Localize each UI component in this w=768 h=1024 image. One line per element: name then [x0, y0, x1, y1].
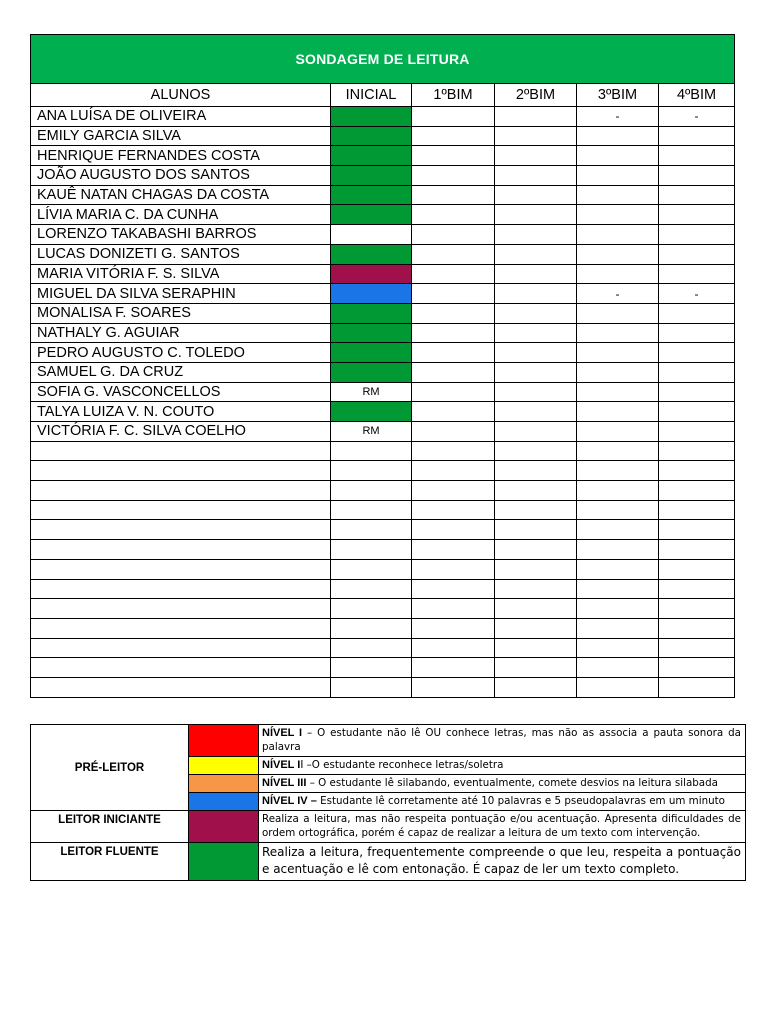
legend-leitor-fluente-label: LEITOR FLUENTE: [31, 843, 189, 881]
inicial-cell: [331, 441, 412, 461]
bim1-cell: [412, 638, 495, 658]
legend-leitor-iniciante-text: Realiza a leitura, mas não respeita pontuação e/ou acentuação. Apresenta dificuldades de ordem ortográfica, porém é capaz de realizar a leitura de um texto com intervenção.: [259, 811, 746, 843]
bim3-cell: [577, 343, 659, 363]
student-name: HENRIQUE FERNANDES COSTA: [31, 146, 331, 166]
table-row: [31, 599, 735, 619]
level-4-title: NÍVEL IV –: [262, 795, 317, 807]
bim2-cell: [495, 264, 577, 284]
inicial-cell: [331, 362, 412, 382]
bim3-cell: [577, 303, 659, 323]
table-row: [31, 677, 735, 697]
student-name: [31, 579, 331, 599]
bim3-cell: [577, 264, 659, 284]
inicial-cell: [331, 205, 412, 225]
bim4-cell: [659, 362, 735, 382]
level-3-text: – O estudante lê silabando, eventualmente, comete desvios na leitura silabada: [306, 777, 718, 789]
bim2-cell: [495, 146, 577, 166]
legend-swatch-wine: [189, 811, 259, 843]
student-name: MARIA VITÓRIA F. S. SILVA: [31, 264, 331, 284]
inicial-cell: [331, 559, 412, 579]
bim1-cell: [412, 520, 495, 540]
bim2-cell: [495, 559, 577, 579]
student-name: [31, 540, 331, 560]
bim2-cell: [495, 107, 577, 127]
bim1-cell: [412, 422, 495, 442]
table-row: [31, 303, 735, 323]
table-row: [31, 540, 735, 560]
bim2-cell: [495, 205, 577, 225]
table-row: [31, 146, 735, 166]
inicial-cell: RM: [331, 382, 412, 402]
bim4-cell: [659, 618, 735, 638]
inicial-cell: [331, 126, 412, 146]
bim3-cell: [577, 205, 659, 225]
inicial-cell: [331, 323, 412, 343]
bim3-cell: [577, 579, 659, 599]
legend-swatch-yellow: [189, 757, 259, 775]
table-row: [31, 126, 735, 146]
bim2-cell: [495, 303, 577, 323]
bim1-cell: [412, 225, 495, 245]
bim4-cell: [659, 540, 735, 560]
bim1-cell: [412, 500, 495, 520]
bim4-cell: [659, 520, 735, 540]
legend-swatch-blue: [189, 793, 259, 811]
inicial-cell: [331, 579, 412, 599]
header-1bim: 1ºBIM: [412, 84, 495, 107]
table-row: [31, 520, 735, 540]
inicial-cell: [331, 107, 412, 127]
bim3-cell: [577, 540, 659, 560]
bim1-cell: [412, 244, 495, 264]
bim1-cell: [412, 205, 495, 225]
bim3-cell: -: [577, 107, 659, 127]
table-row: [31, 205, 735, 225]
bim3-cell: [577, 520, 659, 540]
student-name: [31, 520, 331, 540]
bim2-cell: [495, 520, 577, 540]
bim3-cell: [577, 402, 659, 422]
legend-table: [30, 724, 746, 881]
bim1-cell: [412, 677, 495, 697]
level-4-text: Estudante lê corretamente até 10 palavras e 5 pseudopalavras em um minuto: [316, 795, 725, 807]
legend-level-4: [259, 793, 746, 811]
header-4bim: 4ºBIM: [659, 84, 735, 107]
bim3-cell: -: [577, 284, 659, 304]
table-row: [31, 264, 735, 284]
student-name: [31, 481, 331, 501]
bim2-cell: [495, 500, 577, 520]
bim3-cell: [577, 126, 659, 146]
student-name: ANA LUÍSA DE OLIVEIRA: [31, 107, 331, 127]
bim4-cell: [659, 382, 735, 402]
table-row: [31, 618, 735, 638]
bim4-cell: [659, 658, 735, 678]
bim1-cell: [412, 284, 495, 304]
bim4-cell: [659, 461, 735, 481]
bim4-cell: [659, 559, 735, 579]
table-row: [31, 461, 735, 481]
table-row: [31, 166, 735, 186]
bim2-cell: [495, 362, 577, 382]
bim4-cell: -: [659, 284, 735, 304]
student-name: MIGUEL DA SILVA SERAPHIN: [31, 284, 331, 304]
inicial-cell: [331, 185, 412, 205]
bim3-cell: [577, 638, 659, 658]
bim2-cell: [495, 618, 577, 638]
bim4-cell: [659, 500, 735, 520]
bim1-cell: [412, 382, 495, 402]
inicial-cell: [331, 461, 412, 481]
level-2-text: I –O estudante reconhece letras/soletra: [300, 759, 504, 771]
student-rows: [31, 107, 735, 698]
table-row: [31, 441, 735, 461]
bim4-cell: [659, 303, 735, 323]
bim2-cell: [495, 343, 577, 363]
bim1-cell: [412, 599, 495, 619]
bim1-cell: [412, 343, 495, 363]
bim1-cell: [412, 323, 495, 343]
table-row: [31, 559, 735, 579]
bim3-cell: [577, 382, 659, 402]
table-row: [31, 481, 735, 501]
bim4-cell: [659, 422, 735, 442]
bim4-cell: [659, 225, 735, 245]
bim4-cell: [659, 166, 735, 186]
student-name: [31, 677, 331, 697]
bim4-cell: [659, 264, 735, 284]
student-name: NATHALY G. AGUIAR: [31, 323, 331, 343]
table-row: [31, 362, 735, 382]
bim4-cell: [659, 323, 735, 343]
legend-swatch-green: [189, 843, 259, 881]
student-name: LUCAS DONIZETI G. SANTOS: [31, 244, 331, 264]
bim2-cell: [495, 284, 577, 304]
table-row: [31, 500, 735, 520]
inicial-cell: [331, 618, 412, 638]
inicial-cell: [331, 225, 412, 245]
bim2-cell: [495, 638, 577, 658]
bim4-cell: [659, 402, 735, 422]
bim1-cell: [412, 618, 495, 638]
student-name: [31, 441, 331, 461]
table-row: [31, 422, 735, 442]
bim3-cell: [577, 166, 659, 186]
bim2-cell: [495, 540, 577, 560]
table-row: [31, 107, 735, 127]
header-3bim: 3ºBIM: [577, 84, 659, 107]
bim1-cell: [412, 166, 495, 186]
table-row: [31, 579, 735, 599]
table-row: [31, 185, 735, 205]
legend-swatch-orange: [189, 775, 259, 793]
student-name: MONALISA F. SOARES: [31, 303, 331, 323]
table-row: [31, 638, 735, 658]
inicial-cell: [331, 677, 412, 697]
legend-level-2: [259, 757, 746, 775]
bim3-cell: [577, 225, 659, 245]
bim3-cell: [577, 481, 659, 501]
legend-level-1: [259, 725, 746, 757]
bim2-cell: [495, 244, 577, 264]
bim1-cell: [412, 126, 495, 146]
student-name: TALYA LUIZA V. N. COUTO: [31, 402, 331, 422]
inicial-cell: [331, 146, 412, 166]
inicial-cell: [331, 402, 412, 422]
student-name: LORENZO TAKABASHI BARROS: [31, 225, 331, 245]
bim2-cell: [495, 481, 577, 501]
student-name: LÍVIA MARIA C. DA CUNHA: [31, 205, 331, 225]
bim3-cell: [577, 362, 659, 382]
bim2-cell: [495, 225, 577, 245]
student-name: [31, 559, 331, 579]
bim4-cell: [659, 205, 735, 225]
bim3-cell: [577, 323, 659, 343]
bim3-cell: [577, 618, 659, 638]
table-row: [31, 225, 735, 245]
bim4-cell: [659, 441, 735, 461]
bim3-cell: [577, 461, 659, 481]
bim1-cell: [412, 540, 495, 560]
student-name: VICTÓRIA F. C. SILVA COELHO: [31, 422, 331, 442]
bim1-cell: [412, 362, 495, 382]
bim1-cell: [412, 107, 495, 127]
bim4-cell: [659, 185, 735, 205]
level-1-text: – O estudante não lê OU conhece letras, mas não as associa a pauta sonora da palavra: [262, 727, 741, 753]
legend-swatch-red: [189, 725, 259, 757]
bim4-cell: [659, 126, 735, 146]
bim3-cell: [577, 244, 659, 264]
bim2-cell: [495, 461, 577, 481]
legend-leitor-fluente-text: Realiza a leitura, frequentemente compreende o que leu, respeita a pontuação e acentuação e lê com entonação. É capaz de ler um texto completo.: [259, 843, 746, 881]
bim1-cell: [412, 185, 495, 205]
inicial-cell: [331, 264, 412, 284]
level-2-title: NÍVEL I: [262, 759, 301, 771]
bim2-cell: [495, 402, 577, 422]
bim2-cell: [495, 599, 577, 619]
bim3-cell: [577, 185, 659, 205]
bim2-cell: [495, 323, 577, 343]
bim3-cell: [577, 559, 659, 579]
bim3-cell: [577, 658, 659, 678]
inicial-cell: [331, 599, 412, 619]
level-3-title: NÍVEL III: [262, 777, 307, 789]
bim3-cell: [577, 500, 659, 520]
bim1-cell: [412, 658, 495, 678]
inicial-cell: [331, 343, 412, 363]
inicial-cell: RM: [331, 422, 412, 442]
legend-leitor-iniciante-label: LEITOR INICIANTE: [31, 811, 189, 843]
bim4-cell: [659, 599, 735, 619]
bim2-cell: [495, 579, 577, 599]
bim4-cell: [659, 244, 735, 264]
bim2-cell: [495, 185, 577, 205]
header-inicial: INICIAL: [331, 84, 412, 107]
bim2-cell: [495, 126, 577, 146]
bim1-cell: [412, 461, 495, 481]
inicial-cell: [331, 303, 412, 323]
legend-level-3: [259, 775, 746, 793]
student-name: [31, 658, 331, 678]
bim4-cell: [659, 343, 735, 363]
inicial-cell: [331, 500, 412, 520]
bim2-cell: [495, 658, 577, 678]
bim3-cell: [577, 441, 659, 461]
inicial-cell: [331, 540, 412, 560]
inicial-cell: [331, 520, 412, 540]
inicial-cell: [331, 481, 412, 501]
bim1-cell: [412, 481, 495, 501]
bim2-cell: [495, 166, 577, 186]
bim1-cell: [412, 441, 495, 461]
bim4-cell: -: [659, 107, 735, 127]
student-name: [31, 500, 331, 520]
bim1-cell: [412, 303, 495, 323]
level-1-title: NÍVEL I: [262, 727, 302, 739]
inicial-cell: [331, 658, 412, 678]
inicial-cell: [331, 244, 412, 264]
bim3-cell: [577, 599, 659, 619]
table-row: [31, 244, 735, 264]
bim3-cell: [577, 146, 659, 166]
student-name: [31, 599, 331, 619]
student-name: SOFIA G. VASCONCELLOS: [31, 382, 331, 402]
student-name: PEDRO AUGUSTO C. TOLEDO: [31, 343, 331, 363]
table-row: [31, 402, 735, 422]
table-row: [31, 658, 735, 678]
bim3-cell: [577, 677, 659, 697]
student-name: [31, 461, 331, 481]
bim1-cell: [412, 559, 495, 579]
reading-survey-table: [30, 34, 735, 698]
table-row: [31, 284, 735, 304]
student-name: [31, 638, 331, 658]
bim4-cell: [659, 638, 735, 658]
student-name: KAUÊ NATAN CHAGAS DA COSTA: [31, 185, 331, 205]
bim2-cell: [495, 677, 577, 697]
header-alunos: ALUNOS: [31, 84, 331, 107]
bim4-cell: [659, 481, 735, 501]
bim1-cell: [412, 402, 495, 422]
student-name: SAMUEL G. DA CRUZ: [31, 362, 331, 382]
header-2bim: 2ºBIM: [495, 84, 577, 107]
table-row: [31, 323, 735, 343]
table-row: [31, 382, 735, 402]
table-title: SONDAGEM DE LEITURA: [31, 35, 735, 84]
bim2-cell: [495, 382, 577, 402]
bim3-cell: [577, 422, 659, 442]
student-name: [31, 618, 331, 638]
bim4-cell: [659, 146, 735, 166]
bim1-cell: [412, 579, 495, 599]
student-name: JOÃO AUGUSTO DOS SANTOS: [31, 166, 331, 186]
bim2-cell: [495, 441, 577, 461]
legend-pre-leitor-label: PRÉ-LEITOR: [31, 725, 189, 811]
inicial-cell: [331, 284, 412, 304]
table-row: [31, 343, 735, 363]
bim2-cell: [495, 422, 577, 442]
bim1-cell: [412, 146, 495, 166]
bim4-cell: [659, 677, 735, 697]
bim4-cell: [659, 579, 735, 599]
bim1-cell: [412, 264, 495, 284]
inicial-cell: [331, 638, 412, 658]
student-name: EMILY GARCIA SILVA: [31, 126, 331, 146]
inicial-cell: [331, 166, 412, 186]
